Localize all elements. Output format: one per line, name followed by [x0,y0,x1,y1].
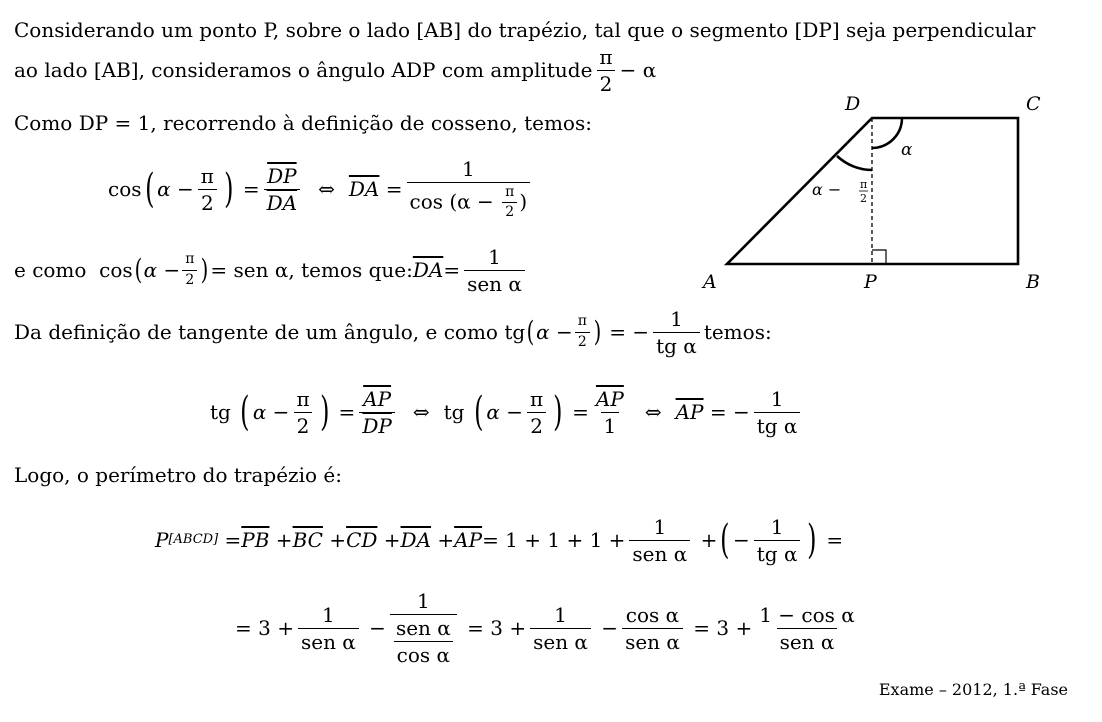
trapezoid-figure [690,88,1060,300]
angle-label-alpha: α [901,140,913,160]
vertex-label-b: B [1026,271,1040,293]
paragraph-seno: e como cos ( α − $\frac{\pi}{2}$ ) = sen α, temos que: $\overline{DA}$ = $\frac{1}{\text{sen α}}$ [14,243,529,297]
right-angle-mark [872,250,886,264]
angle-arc-alpha [872,118,902,148]
equation-cos: cos ( α − $\frac{\pi}{2}$ ) = $\frac{\overline{DP}}{DA}$ ⇔ $\overline{DA}$ = 1 cos (α − $\frac{\pi}{2}$ ) [108,158,534,220]
paragraph-cosseno: Como DP = 1, recorrendo à definição de cosseno, temos: [14,111,592,135]
equation-tg: tg ( α − $\frac{\pi}{2}$ ) = $\frac{\overline{AP}}{DP}$ ⇔ tg ( α − $\frac{\pi}{2}$ ) = $\frac{\overline{AP}}{1}$ ⇔ $\overline{AP}$ = − $\frac{1}{\text{tg α}}$ [210,380,804,444]
vertex-label-a: A [703,271,717,293]
vertex-label-d: D [845,93,861,115]
angle-label-two: 2 [860,192,867,205]
equation-result: = 3 + $\frac{1}{\text{sen α}}$ − $\frac{1}{\frac{\text{sen α}}{\text{cos α}}}$ = 3 + $\frac{1}{\text{sen α}}$ − $\frac{\text{cos α}}{\text{sen α}}$ = 3 + $\frac{\text{1 − cos α}}{\text{sen α}}$ [235,589,855,667]
vertex-label-c: C [1026,93,1041,115]
intro-line-2: ao lado [AB], consideramos o ângulo ADP com amplitude $\frac{\pi}{2}$ − α [14,44,657,96]
angle-label-inner: α − [812,180,842,199]
vertex-label-p: P [864,271,877,293]
intro-line-1: Considerando um ponto P, sobre o lado [AB] do trapézio, tal que o segmento [DP] seja perpendicular [14,18,1036,42]
paragraph-tangente: Da definição de tangente de um ângulo, e como tg ( α − $\frac{\pi}{2}$ ) = − $\frac{1}{\text{tg α}}$ temos: [14,306,772,358]
angle-label-pi: π [860,178,868,191]
angle-arc-adp [837,156,872,170]
paragraph-perimetro: Logo, o perímetro do trapézio é: [14,463,342,487]
source-note: Exame – 2012, 1.ª Fase [878,680,1068,699]
equation-perimeter: P [ABCD] = $\overline{PB}$ + $\overline{BC}$ + $\overline{CD}$ + $\overline{DA}$ + $\overline{AP}$ = 1 + 1 + 1 + $\frac{1}{\text{sen α}}$ + ( − $\frac{1}{\text{tg α}}$ ) = [155,514,844,566]
